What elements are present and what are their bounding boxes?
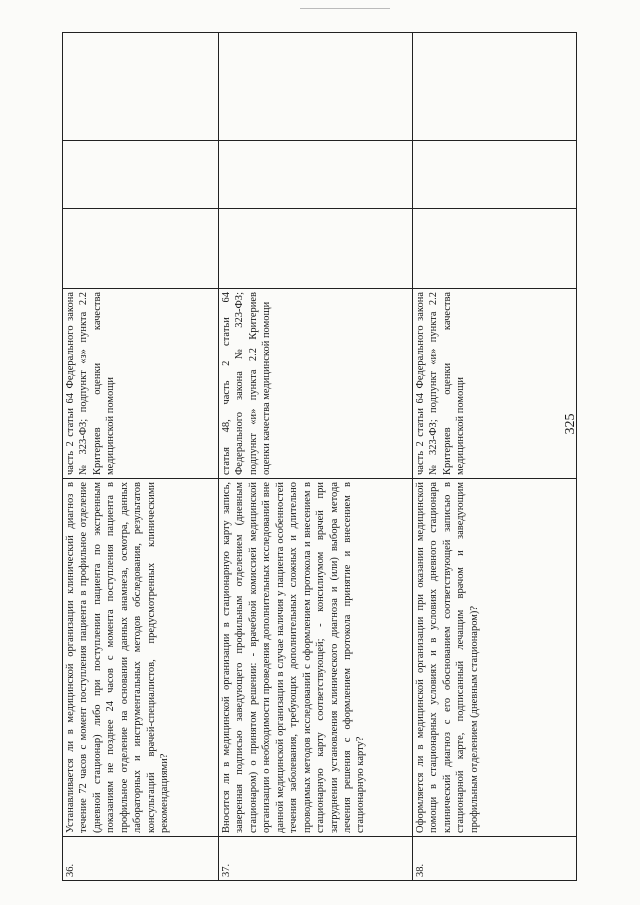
note-cell [413,33,577,141]
legal-basis-cell: статья 48, часть 2 статьи 64 Федерального закона № 323-ФЗ; подпункт «и» пункта 2.2 Критериев оценки качества медицинской помощи [219,289,413,479]
legal-basis-cell: часть 2 статьи 64 Федерального закона № 323-ФЗ; подпункт «и» пункта 2.2 Критериев оценки качества медицинской помощи [413,289,577,479]
answer-yes-cell [63,209,219,289]
page-number: 325 [563,413,578,435]
checklist-table [62,32,577,881]
answer-no-cell [219,141,413,209]
question-cell: Устанавливается ли в медицинской организации клинический диагноз в течение 72 часов с момент поступления пациента в профильное отделение (дневной стационар) либо при поступлении пациента по экстренным показаниям не позднее 24 часов с момента поступления пациента в профильное отделение на основании данных анамнеза, осмотра, данных лабораторных и инструментальных методов обследования, результатов консультаций врачей-специалистов, предусмотренных клиническими рекомендациями? [63,479,219,837]
table-row [219,33,413,881]
note-cell [63,33,219,141]
answer-yes-cell [219,209,413,289]
table-row [63,33,219,881]
answer-no-cell [413,141,577,209]
row-number: 37. [219,837,413,881]
answer-yes-cell [413,209,577,289]
note-cell [219,33,413,141]
table-row [413,33,577,881]
rotated-table-container [62,33,576,881]
answer-no-cell [63,141,219,209]
row-number: 38. [413,837,577,881]
scan-mark [300,8,390,9]
question-cell: Вносится ли в медицинской организации в стационарную карту запись, заверенная подписью заведующего профильным отделением (дневным стационаром) о принятом решении: - врачебной комиссией медицинской организации о необходимости проведения дополнительных исследований вне данной медицинской организации в случае наличия у пациента особенностей течения заболевания, требующих дополнительных сложных и длительно проводимых методов исследований с оформлением протокола и внесением в стационарную карту соответствующей; - консилиумом врачей при затруднении установления клинического диагноза и (или) выбора метода лечения решения с оформлением протокола принятие и внесением в стационарную карту? [219,479,413,837]
legal-basis-cell: часть 2 статьи 64 Федерального закона № 323-ФЗ; подпункт «з» пункта 2.2 Критериев оценки качества медицинской помощи [63,289,219,479]
row-number: 36. [63,837,219,881]
question-cell: Оформляется ли в медицинской организации при оказании медицинской помощи в стационарных условиях и в условиях дневного стационара клинический диагноз с его обоснованием соответствующей записью в стационарной карте, подписанный лечащим врачом и заведующим профильным отделением (дневным стационаром)? [413,479,577,837]
